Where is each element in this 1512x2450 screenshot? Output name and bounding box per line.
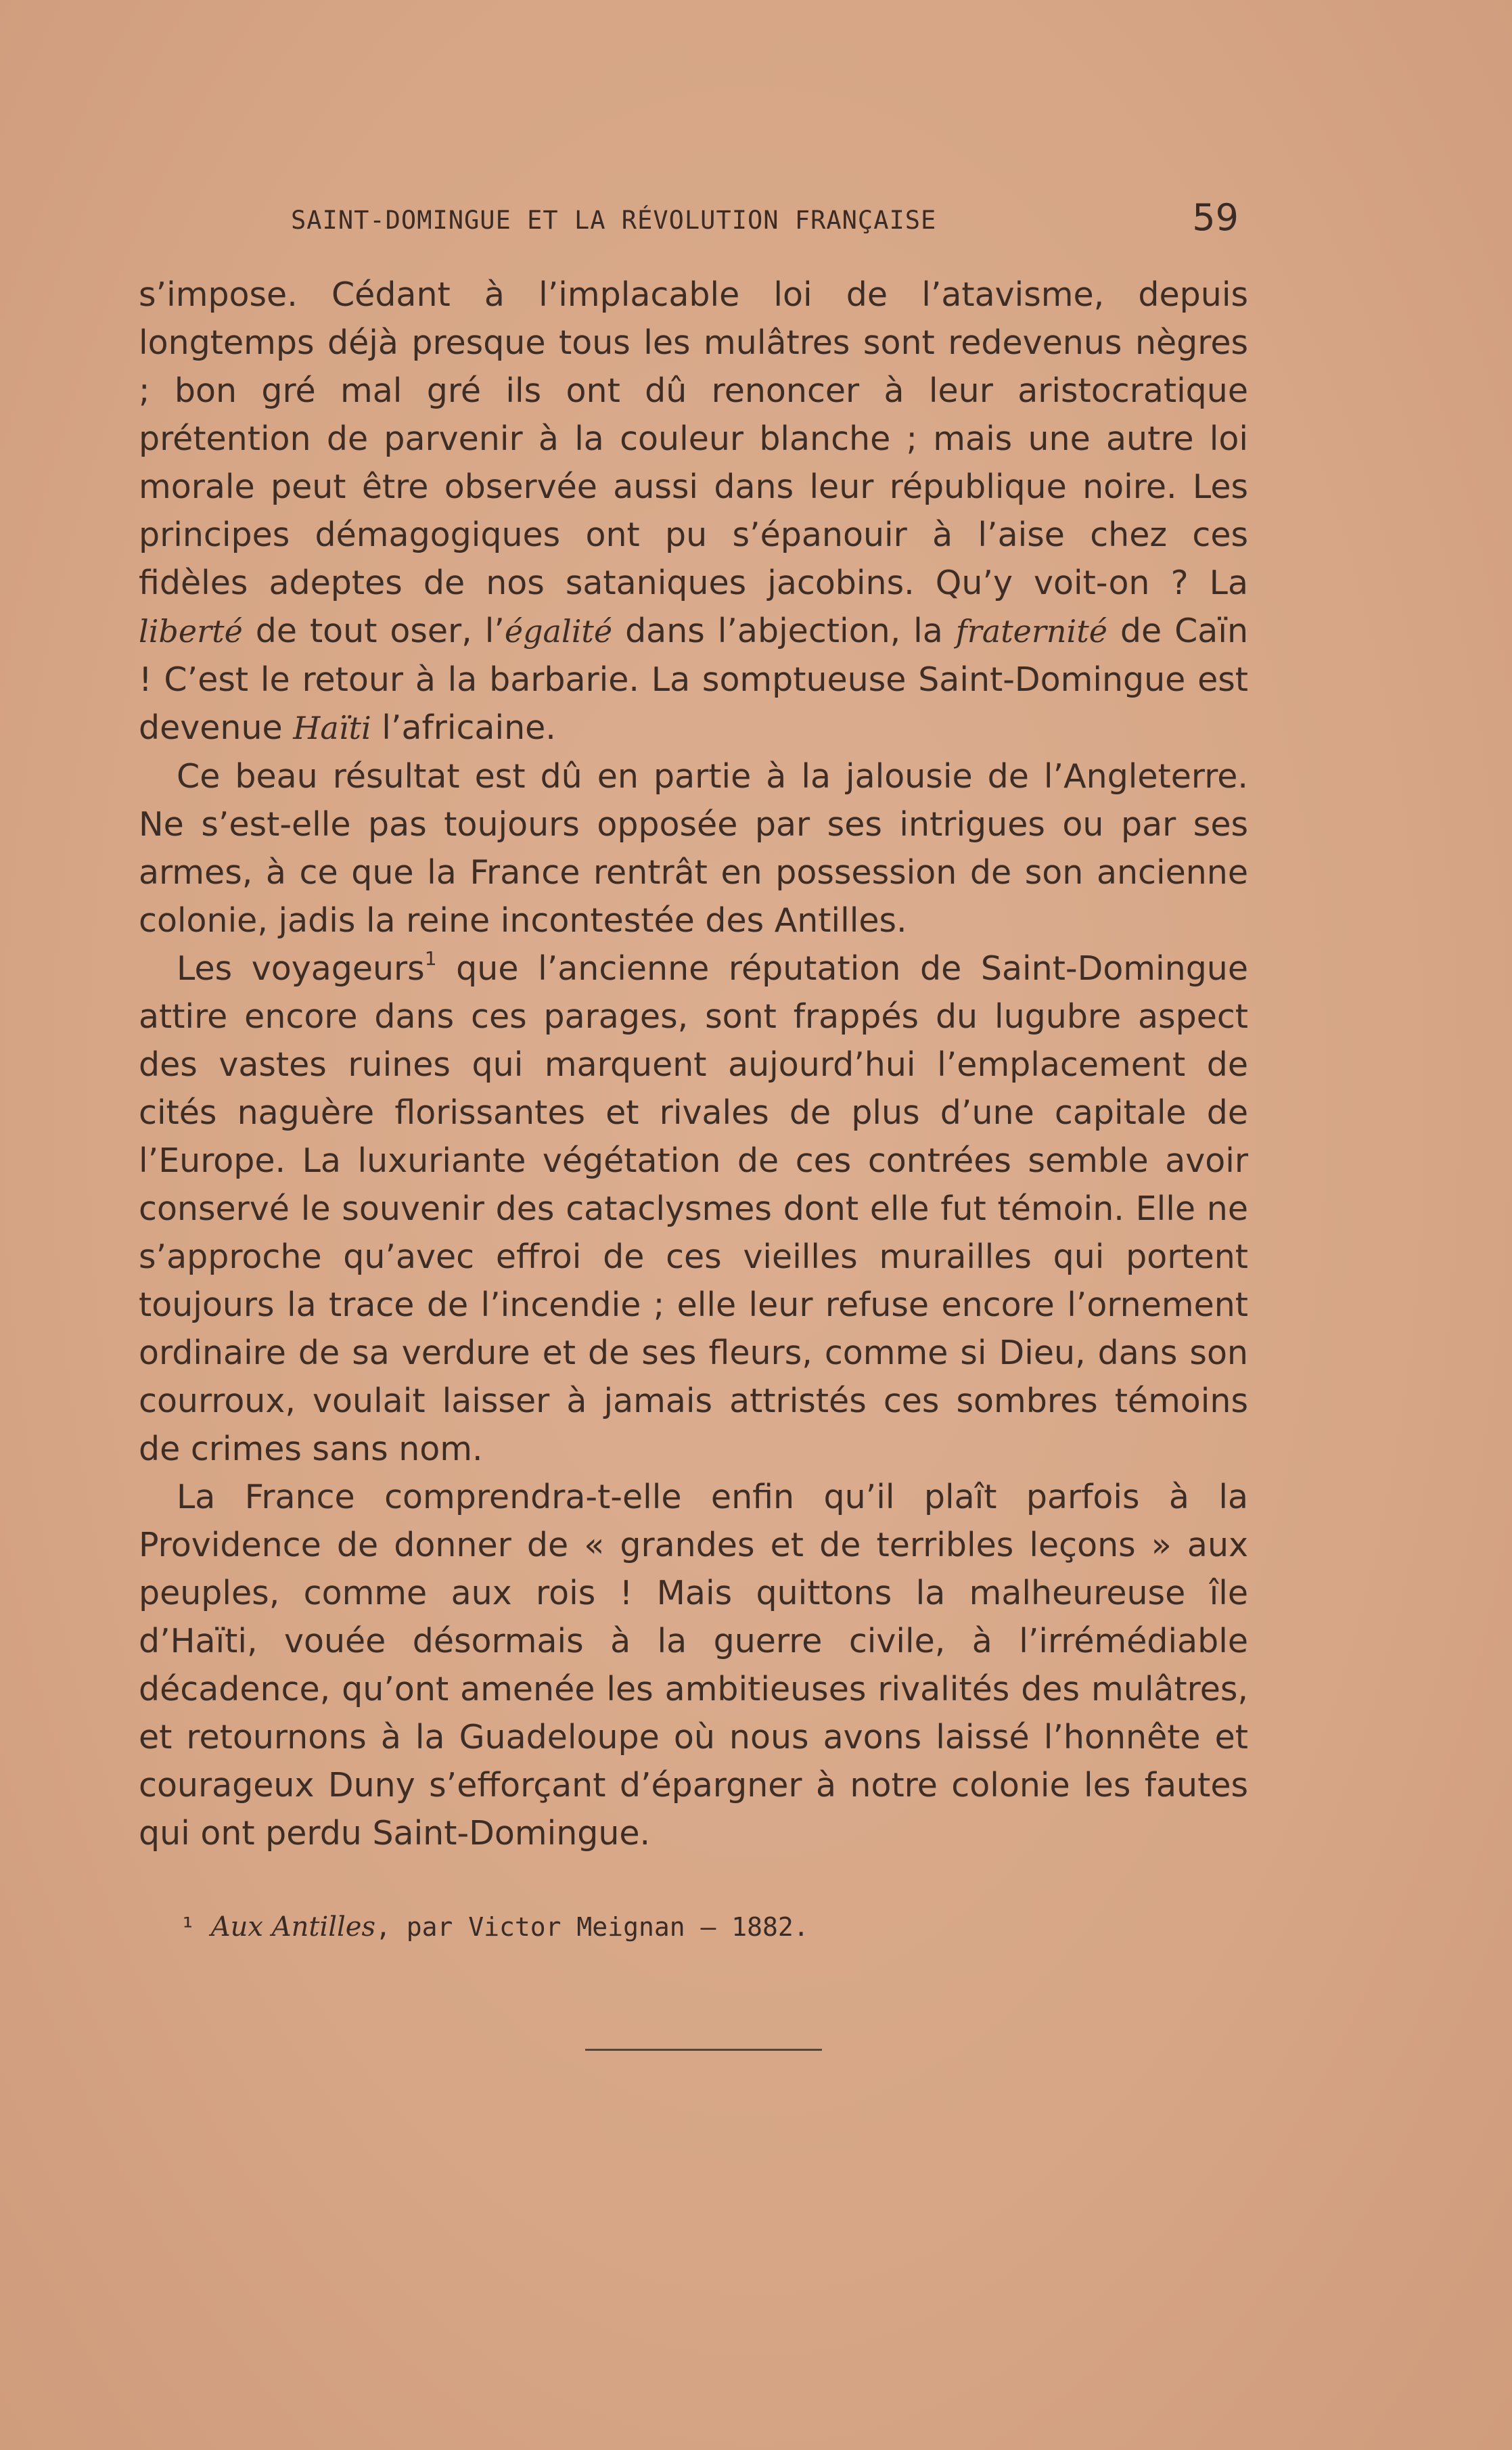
footnote: [180, 1911, 1249, 1943]
p1-italic-egalite: égalité: [504, 613, 613, 650]
p3-text-b: que l’ancienne réputation de Saint-Domingue attire encore dans ces parages, sont frappés du lugubre aspect des vastes ruines qui marquent aujourd’hui l’emplacement de cités naguère florissantes et rivales de plus d’une capitale de l’Europe. La luxuriante végétation de ces contrées semble avoir conservé le souvenir des cataclysmes dont elle fut témoin. Elle ne s’approche qu’avec effroi de ces vieilles murailles qui portent toujours la trace de l’incendie ; elle leur refuse encore l’ornement ordinaire de sa verdure et de ses fleurs, comme si Dieu, dans son courroux, voulait laisser à jamais attristés ces sombres témoins de crimes sans nom.: [139, 949, 1249, 1468]
p1-text-e: l’africaine.: [371, 708, 556, 747]
body-text: [139, 271, 1248, 1857]
p1-text-b: de tout oser, l’: [242, 612, 505, 650]
footnote-marker: ¹: [180, 1912, 196, 1942]
p1-text-a: s’impose. Cédant à l’implacable loi de l’atavisme, depuis longtemps déjà presque tous les mulâtres sont redevenus nègres ; bon gré mal gré ils ont dû renoncer à leur aristocratique prétention de parvenir à la couleur blanche ; mais une autre loi morale peut être observée aussi dans leur république noire. Les principes démagogiques ont pu s’épanouir à l’aise chez ces fidèles adeptes de nos sataniques jacobins. Qu’y voit-on ? La: [139, 275, 1248, 602]
footnote-title: Aux Antilles: [210, 1911, 376, 1943]
page-header: [291, 196, 1248, 250]
p1-italic-fraternite: fraternité: [955, 613, 1107, 650]
p1-text-c: dans l’abjection, la: [612, 612, 956, 650]
p3-text-a: Les voyageurs: [177, 949, 425, 988]
p1-italic-liberte: liberté: [139, 613, 243, 650]
page-number: 59: [1192, 196, 1239, 239]
footnote-text: , par Victor Meignan — 1882.: [375, 1912, 809, 1942]
paragraph-1: [139, 271, 1248, 752]
running-title: SAINT-DOMINGUE ET LA RÉVOLUTION FRANÇAISE: [291, 206, 937, 235]
paragraph-4: La France comprendra-t-elle enfin qu’il plaît parfois à la Providence de donner de « grandes et de terribles leçons » aux peuples, comme aux rois ! Mais quittons la malheureuse île d’Haïti, vouée désormais à la guerre civile, à l’irrémédiable décadence, qu’ont amenée les ambitieuses rivalités des mulâtres, et retournons à la Guadeloupe où nous avons laissé l’honnête et courageux Duny s’efforçant d’épargner à notre colonie les fautes qui ont perdu Saint-Domingue.: [139, 1478, 1248, 1853]
footnote-rule: [585, 2049, 822, 2051]
footnote-reference: 1: [424, 947, 437, 970]
paragraph-3: [139, 945, 1248, 1473]
p1-text-d: de Caïn ! C’est le retour à la barbarie. La somptueuse Saint-Domingue est devenue: [139, 612, 1249, 747]
p1-italic-haiti: Haïti: [293, 710, 371, 746]
paragraph-2: Ce beau résultat est dû en partie à la jalousie de l’Angleterre. Ne s’est-elle pas toujours opposée par ses intrigues ou par ses armes, à ce que la France rentrât en possession de son ancienne colonie, jadis la reine incontestée des Antilles.: [139, 757, 1248, 940]
